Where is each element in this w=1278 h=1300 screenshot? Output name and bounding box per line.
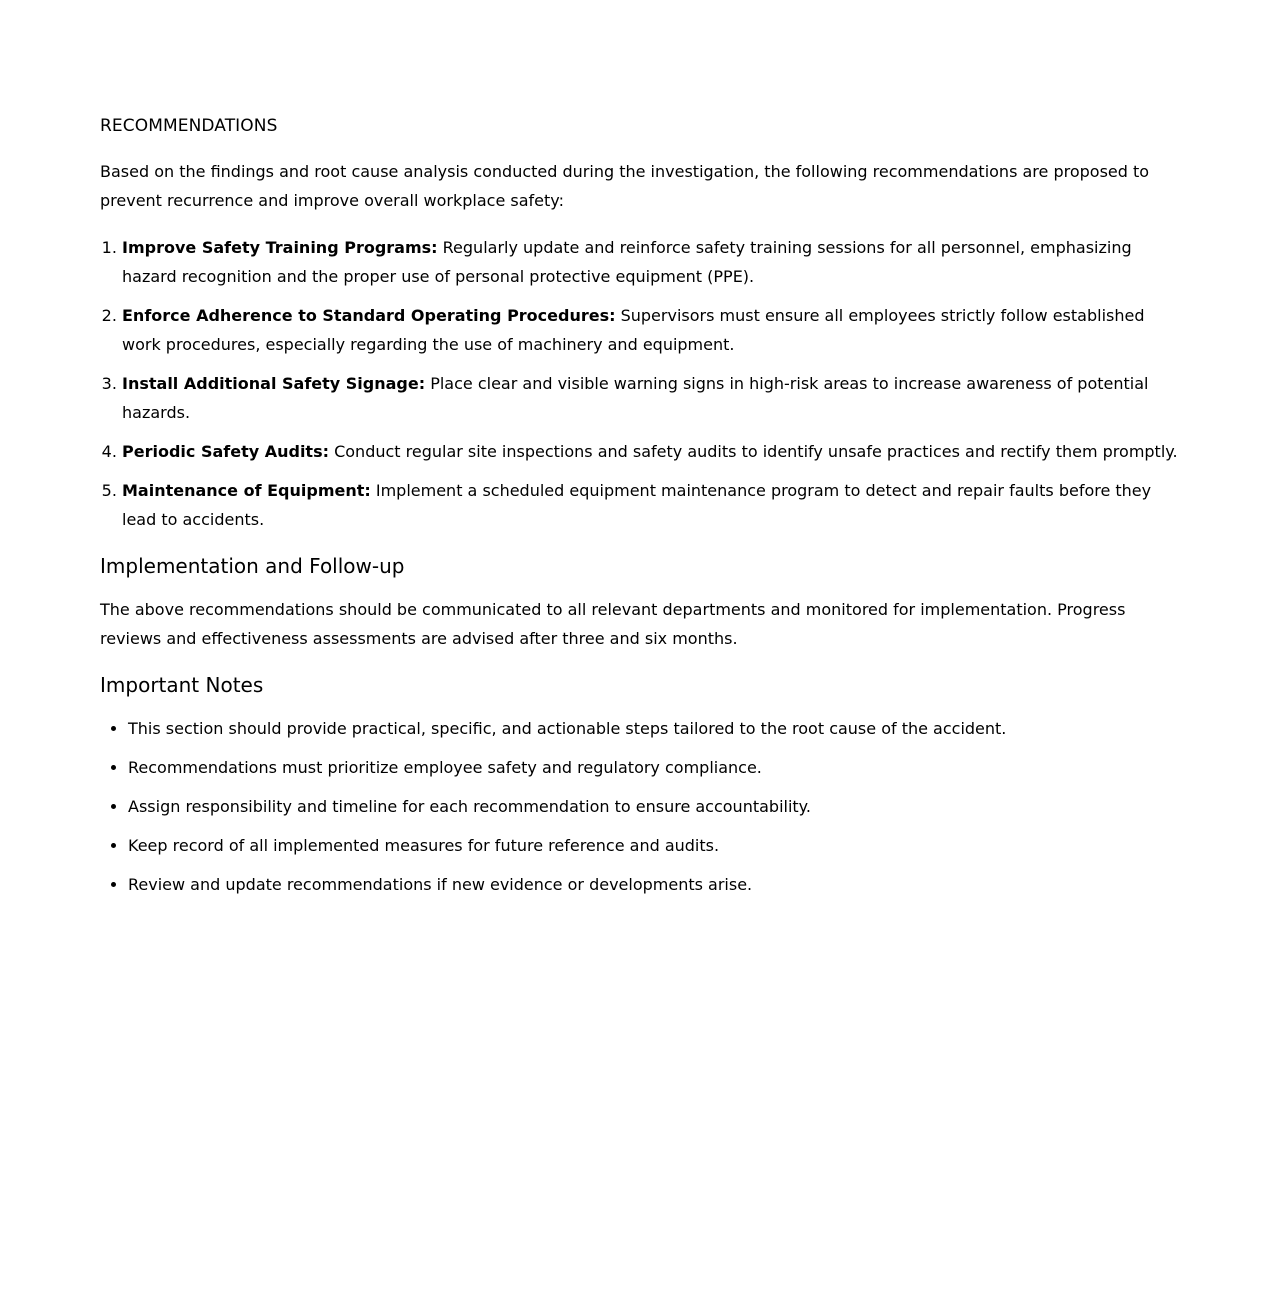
recommendation-text: Place clear and visible warning signs in high-risk areas to increase awareness of potential hazards. xyxy=(122,374,1149,422)
recommendation-item xyxy=(122,437,1182,466)
notes-list xyxy=(100,714,1182,899)
recommendation-text: Regularly update and reinforce safety training sessions for all personnel, emphasizing hazard recognition and the proper use of personal protective equipment (PPE). xyxy=(122,238,1132,286)
recommendation-title: Enforce Adherence to Standard Operating Procedures: xyxy=(122,306,616,325)
intro-paragraph: Based on the findings and root cause analysis conducted during the investigation, the following recommendations are proposed to prevent recurrence and improve overall workplace safety: xyxy=(100,162,1150,210)
implementation-paragraph: The above recommendations should be communicated to all relevant departments and monitored for implementation. Progress reviews and effectiveness assessments are advised after three and six months. xyxy=(100,600,1126,648)
recommendation-item xyxy=(122,476,1182,534)
recommendation-title: Improve Safety Training Programs: xyxy=(122,238,438,257)
recommendation-text: Implement a scheduled equipment maintenance program to detect and repair faults before they lead to accidents. xyxy=(122,481,1152,529)
section-title: RECOMMENDATIONS xyxy=(100,116,278,136)
recommendation-item xyxy=(122,369,1182,427)
implementation-heading: Implementation and Follow-up xyxy=(100,554,405,578)
recommendation-title: Periodic Safety Audits: xyxy=(122,442,329,461)
note-item: • Review and update recommendations if new evidence or developments arise. xyxy=(128,870,1182,899)
note-item: • Recommendations must prioritize employee safety and regulatory compliance. xyxy=(128,753,1182,782)
recommendation-text: Supervisors must ensure all employees strictly follow established work procedures, especially regarding the use of machinery and equipment. xyxy=(122,306,1145,354)
recommendation-text: Conduct regular site inspections and safety audits to identify unsafe practices and rectify them promptly. xyxy=(329,442,1178,461)
recommendation-item xyxy=(122,301,1182,359)
recommendation-title: Install Additional Safety Signage: xyxy=(122,374,426,393)
note-item: • Keep record of all implemented measures for future reference and audits. xyxy=(128,831,1182,860)
recommendation-title: Maintenance of Equipment: xyxy=(122,481,371,500)
recommendation-item xyxy=(122,233,1182,291)
note-item: • Assign responsibility and timeline for each recommendation to ensure accountability. xyxy=(128,792,1182,821)
recommendations-list xyxy=(100,233,1182,534)
notes-heading: Important Notes xyxy=(100,673,264,697)
note-item: • This section should provide practical, specific, and actionable steps tailored to the root cause of the accident. xyxy=(128,714,1182,743)
